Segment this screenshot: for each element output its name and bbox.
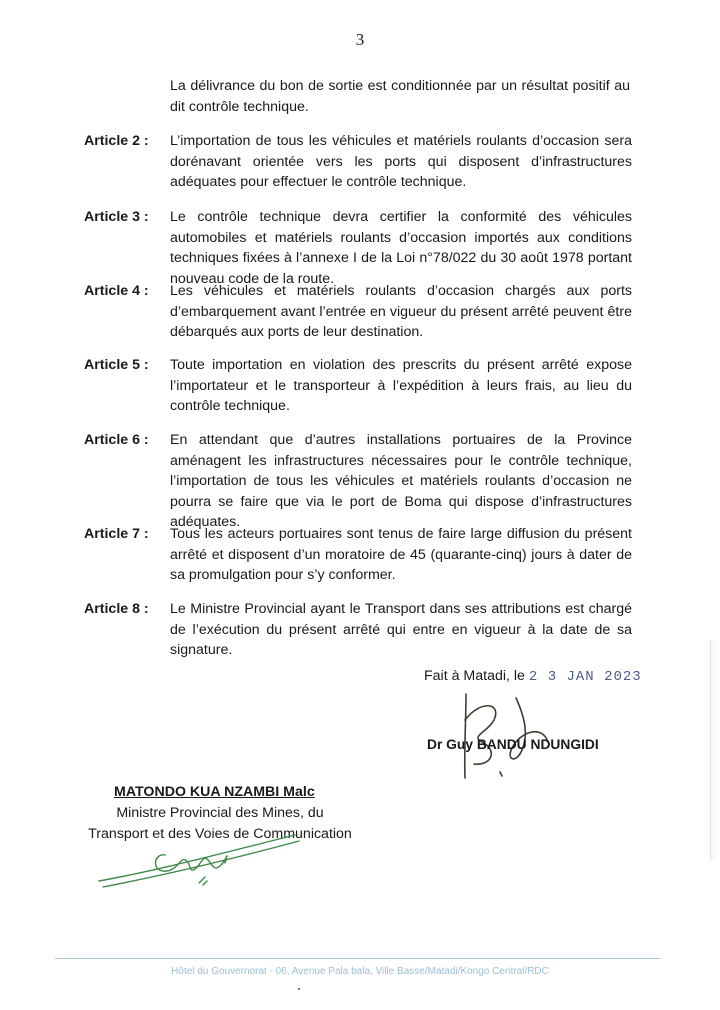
place-label: Fait à Matadi, le xyxy=(424,668,525,684)
page-edge-shadow xyxy=(710,640,720,860)
article-text: Le contrôle technique devra certifier la conformité des véhicules automobiles et matériels roulants d’occasion importés aux conditions techniques fixées à l’annexe I de la Loi n°78/022 du 30 août 1978 portant nouveau code de la route. xyxy=(170,209,632,287)
date-stamp: 2 3 JAN 2023 xyxy=(528,669,642,685)
article-6 xyxy=(0,430,720,530)
minister-name: MATONDO KUA NZAMBI Malc xyxy=(114,784,315,800)
minister-title-line: Ministre Provincial des Mines, du xyxy=(116,805,324,821)
article-text: L’importation de tous les véhicules et matériels roulants d’occasion sera dorénavant orientée vers les ports qui disposent d’infrastructures adéquates pour effectuer le contrôle technique. xyxy=(170,133,632,190)
article-label: Article 5 : xyxy=(84,357,149,373)
article-text: Tous les acteurs portuaires sont tenus de faire large diffusion du présent arrêté et disposent d’un moratoire de 45 (quarante-cinq) jours à dater de sa promulgation pour s’y conformer. xyxy=(170,526,632,583)
article-text: En attendant que d’autres installations portuaires de la Province aménagent les infrastructures nécessaires pour le contrôle technique, l’importation de tous les véhicules et matériels roulants d’occasion ne pourra se faire que via le port de Boma qui dispose d’infrastructures adéquates. xyxy=(170,432,632,530)
article-2 xyxy=(0,131,720,211)
article-label: Article 2 : xyxy=(84,133,149,149)
footer-address: Hôtel du Gouvernorat - 06, Avenue Pala bala, Ville Basse/Matadi/Kongo Central/RDC xyxy=(171,966,549,977)
place-and-date xyxy=(424,668,642,685)
article-label: Article 8 : xyxy=(84,601,149,617)
article-label: Article 4 : xyxy=(84,283,149,299)
article-label: Article 3 : xyxy=(84,209,149,225)
governor-name: Dr Guy BANDU NDUNGIDI xyxy=(427,737,599,752)
page-number: 3 xyxy=(355,30,365,49)
article-text: Toute importation en violation des prescrits du présent arrêté expose l’importateur et le transporteur à l’expédition à leurs frais, au lieu du contrôle technique. xyxy=(170,357,632,414)
minister-signature xyxy=(95,825,305,895)
intro-paragraph: La délivrance du bon de sortie est conditionnée par un résultat positif au dit contrôle technique. xyxy=(170,78,630,115)
footer-mark xyxy=(298,988,300,990)
article-3 xyxy=(0,207,720,287)
article-4 xyxy=(0,281,720,361)
article-label: Article 6 : xyxy=(84,432,149,448)
article-5 xyxy=(0,355,720,435)
article-text: Les véhicules et matériels roulants d’occasion chargés aux ports d’embarquement avant l’entrée en vigueur du présent arrêté peuvent être débarqués aux ports de leur destination. xyxy=(170,283,632,340)
article-label: Article 7 : xyxy=(84,526,149,542)
article-text: Le Ministre Provincial ayant le Transport dans ses attributions est chargé de l’exécution du présent arrêté qui entre en vigueur à la date de sa signature. xyxy=(170,601,632,658)
footer-divider xyxy=(55,958,660,959)
article-8 xyxy=(0,599,720,679)
minister-title-line: Transport et des Voies de Communication xyxy=(88,825,352,842)
article-7 xyxy=(0,524,720,604)
